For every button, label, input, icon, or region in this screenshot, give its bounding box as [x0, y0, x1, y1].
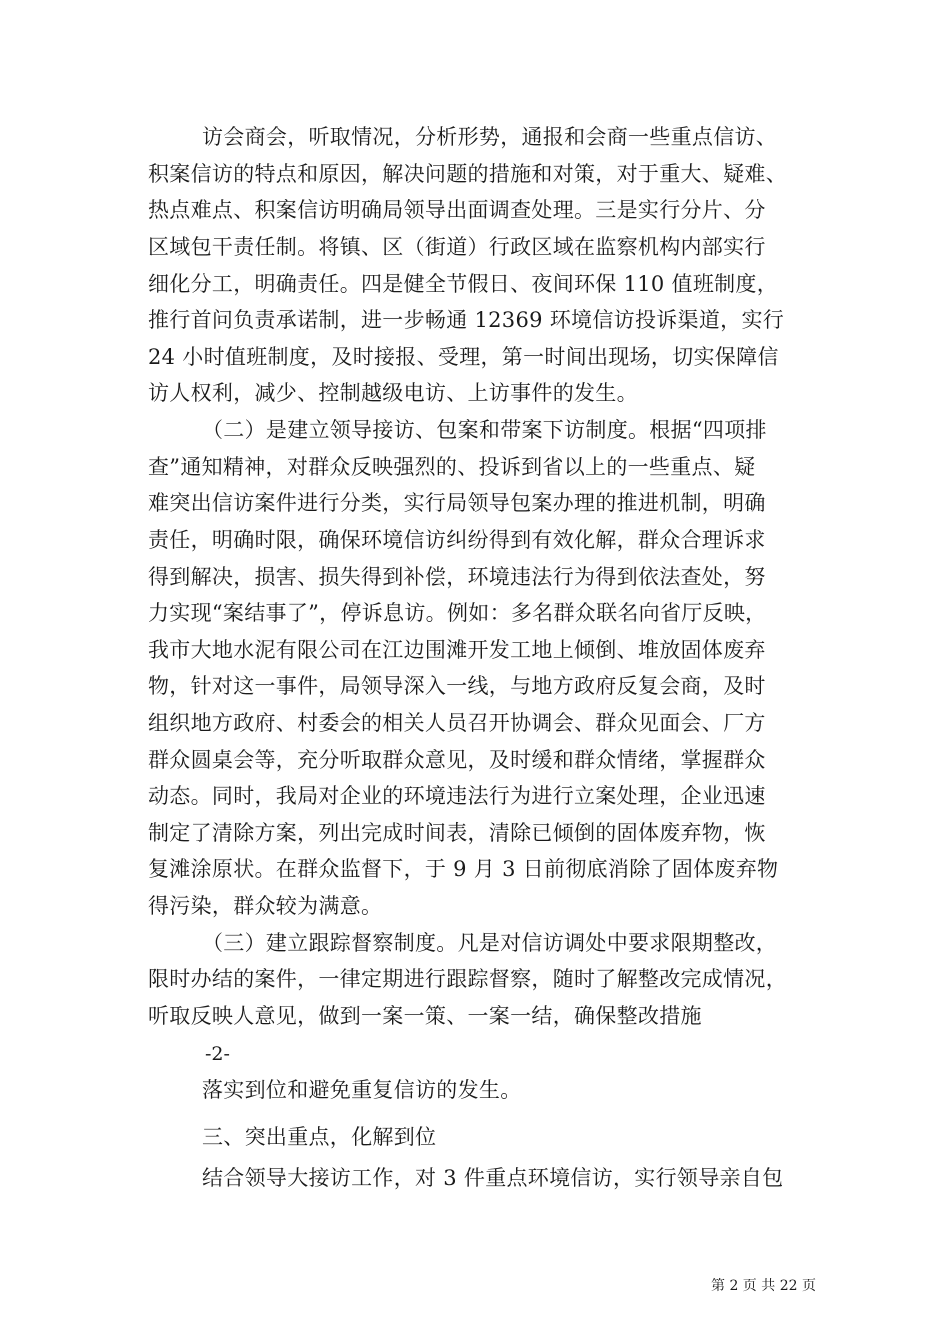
text-line: 推行首问负责承诺制，进一步畅通 12369 环境信访投诉渠道，实行: [148, 308, 785, 332]
text-line: 责任，明确时限，确保环境信访纠纷得到有效化解，群众合理诉求: [148, 528, 766, 552]
text-line: 访人权利，减少、控制越级电访、上访事件的发生。: [148, 381, 638, 405]
text-line: 听取反映人意见，做到一案一策、一案一结，确保整改措施: [148, 1004, 702, 1028]
text-line: （三）建立跟踪督察制度。凡是对信访调处中要求限期整改，: [202, 931, 778, 955]
text-line: 访会商会，听取情况，分析形势，通报和会商一些重点信访、: [202, 125, 778, 149]
section-heading: 三、突出重点，化解到位: [202, 1125, 437, 1149]
page-marker: -2-: [205, 1043, 230, 1065]
text-line: 我市大地水泥有限公司在江边围滩开发工地上倾倒、堆放固体废弃: [148, 638, 766, 662]
text-line: 难突出信访案件进行分类，实行局领导包案办理的推进机制，明确: [148, 491, 766, 515]
text-line: 积案信访的特点和原因，解决问题的措施和对策，对于重大、疑难、: [148, 162, 787, 186]
text-line: 查”通知精神，对群众反映强烈的、投诉到省以上的一些重点、疑: [148, 455, 756, 479]
text-line: 区域包干责任制。将镇、区（街道）行政区域在监察机构内部实行: [148, 235, 766, 259]
text-line: 落实到位和避免重复信访的发生。: [202, 1078, 522, 1102]
text-line: 限时办结的案件，一律定期进行跟踪督察，随时了解整改完成情况，: [148, 967, 787, 991]
text-line: 24 小时值班制度，及时接报、受理，第一时间出现场，切实保障信: [148, 345, 779, 369]
page-number-footer: 第 2 页 共 22 页: [711, 1278, 816, 1294]
text-line: 物，针对这一事件，局领导深入一线，与地方政府反复会商，及时: [148, 674, 766, 698]
text-line: 动态。同时，我局对企业的环境违法行为进行立案处理，企业迅速: [148, 784, 766, 808]
text-line: 细化分工，明确责任。四是健全节假日、夜间环保 110 值班制度，: [148, 272, 779, 296]
text-line: 组织地方政府、村委会的相关人员召开协调会、群众见面会、厂方: [148, 711, 766, 735]
text-line: （二）是建立领导接访、包案和带案下访制度。根据“四项排: [202, 418, 767, 442]
text-line: 制定了清除方案，列出完成时间表，清除已倾倒的固体废弃物，恢: [148, 821, 766, 845]
text-line: 得到解决，损害、损失得到补偿，环境违法行为得到依法查处，努: [148, 565, 766, 589]
text-line: 得污染，群众较为满意。: [148, 894, 383, 918]
text-line: 群众圆桌会等，充分听取群众意见，及时缓和群众情绪，掌握群众: [148, 748, 766, 772]
text-line: 力实现“案结事了”，停诉息访。例如：多名群众联名向省厅反映，: [148, 601, 767, 625]
text-line: 结合领导大接访工作，对 3 件重点环境信访，实行领导亲自包: [202, 1166, 784, 1190]
text-line: 热点难点、积案信访明确局领导出面调查处理。三是实行分片、分: [148, 198, 766, 222]
text-line: 复滩涂原状。在群众监督下，于 9 月 3 日前彻底消除了固体废弃物: [148, 857, 779, 881]
